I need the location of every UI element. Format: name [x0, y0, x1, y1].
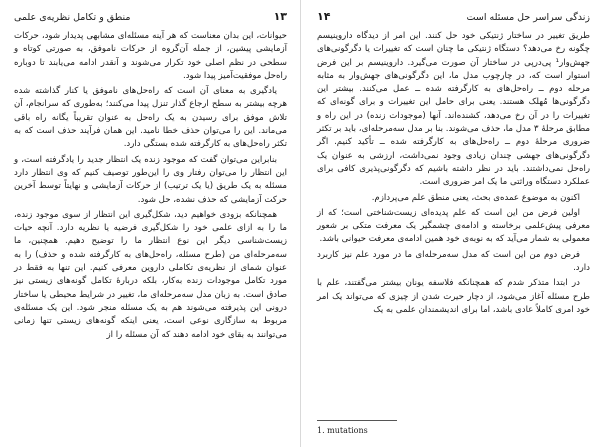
right-paragraph-3: اولین فرض من این است که علم پدیده‌ای زیست‌شناختی است؛ که از معرفی پیش‌علمی برخاسته و ادامه‌ی چشمگیر یک معرفت متکی بر شعور معمولی به شمار می‌آید که به نوبه‌ی خود همین ادامه‌ی معرفت حیوانی باشد. [317, 207, 590, 245]
right-page-header [317, 10, 590, 26]
left-paragraph-4: همچنانکه بزودی خواهیم دید، شکل‌گیری این انتظار از سوی موجود زنده، ما را به ازای علمی خود را شکل‌گیری فرضیه یا نظریه دارد. آنچه حیات زیست‌شناسی دیگر این نوع انتظار ما را توضیح دهیم. همچنین، ما سه‌مرحله‌ای من (طرح مسئله، راه‌حل‌های به کارگرفته شده و حذف) را به عنوان شمای از نظریه‌ی تکاملی داروین معرفی کنیم. این تنها به فقط در مورد تکامل موجودات زنده به‌کار، بلکه دربارهٔ تکامل گونه‌های زیستی نیز صادق است. به زبان مدل سه‌مرحله‌ای ما، تغییر در شرایط محیطی یا ساختار درونی این پذیرفته می‌شوند هم به یک مسئله منجر شود. این یک مسئله‌ی مربوط به سازگاری نوعی است، یعنی اینکه گونه‌های زیستی تنها زمانی می‌توانند به بقای خود ادامه دهند که آن مسئله را از [14, 209, 287, 340]
right-paragraph-4: فرض دوم من این است که مدل سه‌مرحله‌ای ما در مورد علم نیز کاربرد دارد. [317, 249, 590, 274]
right-paragraph-1: طریق تغییر در ساختار ژنتیکی خود حل کنند. این امر از دیدگاه داروینیسم چگونه رخ می‌دهد؟ دستگاه ژنتیکی ما چنان است که تغییرات یا دگرگونی‌های جهش‌وار¹ پی‌درپی در ساختار آن صورت می‌گیرد. داروینیسم بر این فرض استوار است که، در چارچوب مدل ما، این دگرگونی‌های جهش‌وار به مثابه مرحله دوم ــ راه‌حل‌های به کارگرفته شده ــ عمل می‌کنند. بیشتر این دگرگونی‌ها مُهلک هستند. یعنی برای حامل این تغییرات و برای گونه‌ای که تغییرات را در آن رخ می‌دهد، کشنده‌اند. آنها (موجودات زنده) در این راه و مطابق مرحلهٔ ۳ مدل ما، حذف می‌شوند. بنا بر مدل سه‌مرحله‌ای، باید بر تکثر ضروری مرحلهٔ دوم ــ راه‌حل‌های به کارگرفته شده ــ تأکید کنیم. اگر دگرگونی‌های جهشی چندان زیادی وجود نمی‌داشت، ارزشی به عنوان یک راه‌حل نمی‌داشتند. باید در نظر داشته باشیم که دگرگونی‌پذیری کافی برای عملکرد دستگاه وراثتی ما یک امر ضروری است. [317, 31, 591, 188]
right-page-number: ۱۴ [317, 10, 331, 23]
left-page-number: ۱۳ [273, 10, 287, 23]
left-paragraph-3: بنابراین می‌توان گفت که موجود زنده یک انتظار جدید را یادگرفته است، و این انتظار را می‌توان رفتار وی را این‌طور توصیف کنیم که وی انتظار دارد مسئله به یک طریق (یا یک ترتیب) از حرکات آزمایشی و نهایتاً توسط آخرین حرکت آزمایشی که حذف نشده، حل شود. [14, 154, 287, 205]
left-page-header [14, 10, 287, 26]
right-paragraph-5: در ابتدا متذکر شدم که همچنانکه فلاسفه یونان بیشتر می‌گفتند، علم با طرح مسئله آغاز می‌شود، از دچار حیرت شدن از چیزی که می‌تواند یک امر خود امری کاملاً عادی باشد، اما برای اندیشمندان علمی به یک [317, 278, 590, 315]
footnote: 1. mutations [317, 426, 368, 435]
left-paragraph-2: یادگیری به معنای آن است که راه‌حل‌های ناموفق یا کنار گذاشته شده هرچه بیشتر به سطح ارجاع گذار تنزل پیدا می‌کنند؛ به‌طوری که سرانجام، آن تلاش موفق برای رسیدن به یک راه‌حل به عنوان تقریباً یگانه راه باقی می‌ماند. این را می‌توان حذف خطا نامید. این همان فرآیند حذف است که به تکثر راه‌حل‌های به کارگرفته شده بستگی دارد. [14, 86, 287, 150]
left-paragraph-1: حیوانات، این بدان معناست که هر آینه مسئله‌ای مشابهی پدیدار شود، حرکات آزمایشی پیشین، از جمله آن‌گروه از حرکات ناموفق، به صورتی کوتاه و سطحی در نظم اصلی خود تکرار می‌شوند و آنقدر ادامه می‌یابند تا دوباره راه‌حل موفقیت‌آمیز پیدا شود. [14, 31, 287, 81]
footnote-rule [317, 420, 397, 421]
right-paragraph-2: اکنون به موضوع عمده‌ی بحث، یعنی منطق علم می‌پردازم. [371, 192, 580, 203]
right-page [301, 0, 602, 447]
right-running-title: زندگی سراسر حل مسئله است [466, 12, 590, 23]
left-running-title: منطق و تکامل نظریه‌ی علمی [14, 12, 131, 23]
